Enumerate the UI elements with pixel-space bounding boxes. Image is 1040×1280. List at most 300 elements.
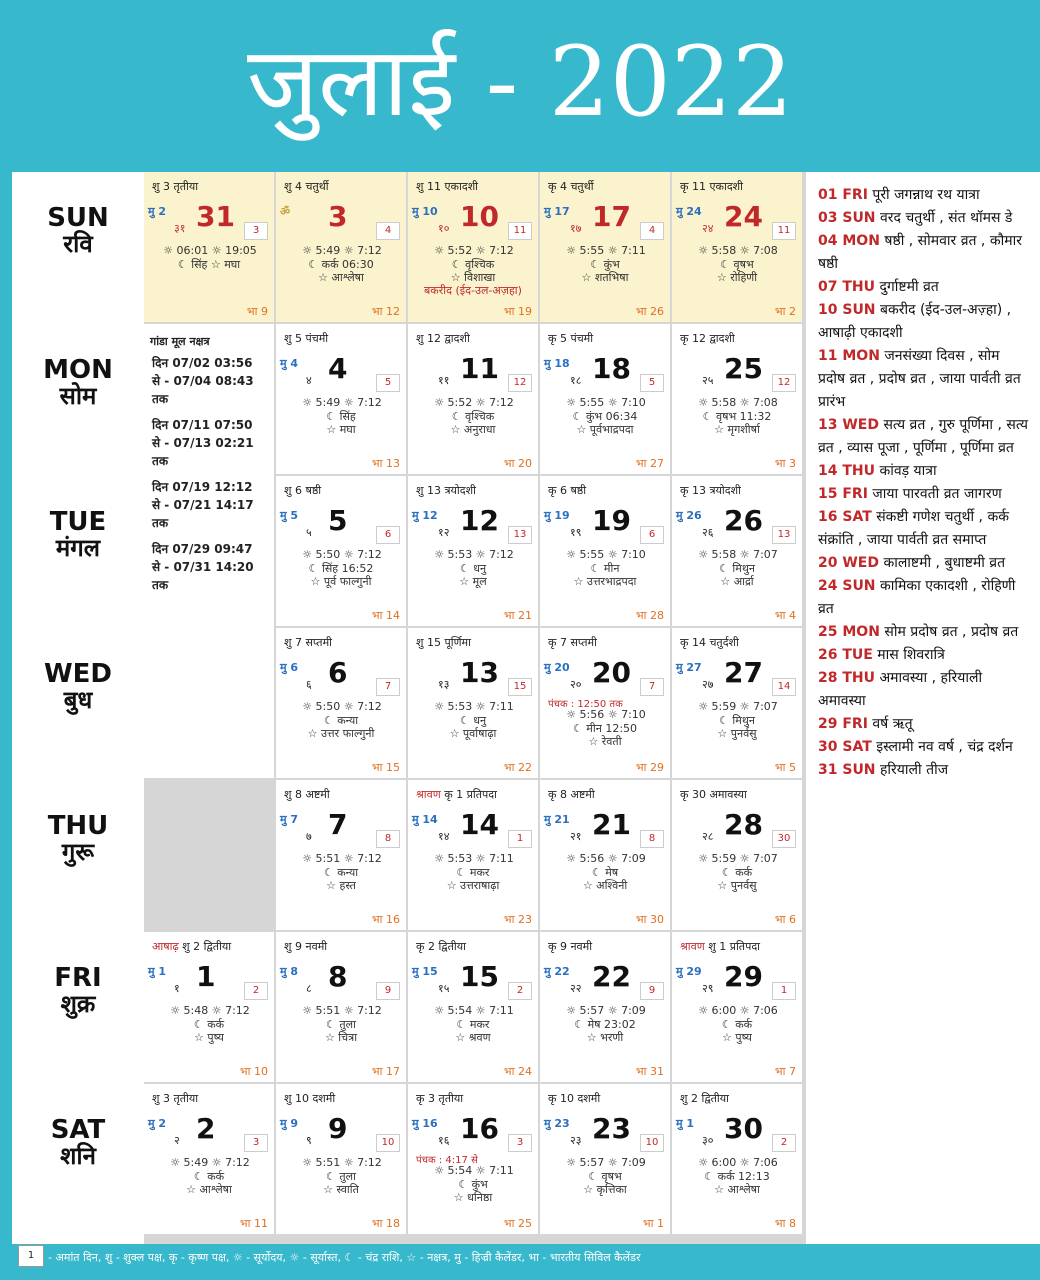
indian-civil-date: भा 18 (371, 1217, 400, 1230)
hindi-numeral-date: २७ (702, 678, 714, 691)
day-cell-14[interactable] (408, 780, 538, 930)
hindi-numeral-date: १४ (438, 830, 450, 843)
paksha-day-badge: 12 (508, 374, 532, 392)
date-number: 27 (724, 656, 763, 689)
day-cell-23[interactable] (540, 1084, 670, 1234)
day-cell-1[interactable] (144, 932, 274, 1082)
festival-item (818, 345, 1030, 414)
tithi-label (416, 787, 497, 802)
paksha-day-badge: 3 (508, 1134, 532, 1152)
nakshatra: ☆ पुनर्वसु (717, 879, 757, 892)
hindi-numeral-date: २६ (702, 526, 714, 539)
tithi-label (284, 179, 329, 194)
sunrise-sunset: ☼ 5:58 ☼ 7:08 (698, 396, 778, 409)
date-number: 9 (328, 1112, 348, 1145)
tithi-label (680, 483, 741, 498)
moon-sign: ☾ मेष (591, 866, 619, 879)
festival-item (818, 207, 1030, 230)
hijri-date: मु 2 (148, 1117, 167, 1130)
day-cell-10[interactable] (408, 172, 538, 322)
festival-text: जाया पारवती व्रत जागरण (872, 486, 1002, 502)
festival-date: 11 MON (818, 348, 880, 364)
festival-text: पूरी जगन्नाथ रथ यात्रा (872, 187, 980, 203)
hijri-date: मु 20 (544, 661, 570, 674)
nakshatra: ☆ भरणी (586, 1031, 624, 1044)
indian-civil-date: भा 29 (635, 761, 664, 774)
moon-sign: ☾ कर्क (193, 1170, 225, 1183)
hijri-date: मु 18 (544, 357, 570, 370)
sunrise-sunset: ☼ 06:01 ☼ 19:05 (163, 244, 257, 257)
festival-text: सत्य व्रत , गुरु पूर्णिमा , सत्य व्रत , व्यास पूजा , पूर्णिमा , पूर्णिमा व्रत (818, 417, 1029, 456)
nakshatra: ☆ पुनर्वसु (717, 727, 757, 740)
sunrise-sunset: ☼ 5:50 ☼ 7:12 (302, 700, 382, 713)
month-label: आषाढ़ (152, 940, 179, 953)
nakshatra: ☆ पूर्वभाद्रपदा (576, 423, 634, 436)
date-number: 11 (460, 352, 499, 385)
paksha-day-badge: 3 (244, 1134, 268, 1152)
ganda-mool-line: से - 07/13 02:21 (152, 436, 254, 450)
moon-sign: ☾ कुंभ 06:34 (572, 410, 638, 423)
sunrise-sunset: ☼ 5:57 ☼ 7:09 (566, 1004, 646, 1017)
nakshatra: ☆ विशाखा (450, 271, 496, 284)
tithi-label (284, 1091, 335, 1106)
tithi-text: शु 1 प्रतिपदा (708, 940, 761, 953)
nakshatra: ☆ पुष्य (194, 1031, 224, 1044)
date-number: 29 (724, 960, 763, 993)
festival-item (818, 575, 1030, 621)
page-title: जुलाई - 2022 (246, 26, 794, 138)
indian-civil-date: भा 14 (371, 609, 400, 622)
indian-civil-date: भा 8 (774, 1217, 796, 1230)
hindi-numeral-date: ४ (306, 374, 312, 387)
tithi-label (416, 939, 466, 954)
moon-sign: ☾ तुला (326, 1170, 356, 1183)
date-number: 26 (724, 504, 763, 537)
hindi-numeral-date: २ (174, 1134, 180, 1147)
indian-civil-date: भा 2 (774, 305, 796, 318)
indian-civil-date: भा 22 (503, 761, 532, 774)
tithi-text: शु 2 द्वितीया (182, 940, 232, 953)
om-icon: ॐ (280, 205, 291, 218)
sunrise-sunset: ☼ 5:55 ☼ 7:11 (566, 244, 646, 257)
moon-sign: ☾ कर्क (721, 1018, 753, 1031)
date-number: 8 (328, 960, 348, 993)
indian-civil-date: भा 10 (239, 1065, 268, 1078)
weekday-en: THU (47, 811, 109, 841)
tithi-label (680, 635, 739, 650)
festival-date: 13 WED (818, 417, 879, 433)
day-cell-13[interactable] (408, 628, 538, 778)
tithi-label (548, 179, 594, 194)
tithi-label (548, 331, 593, 346)
tithi-label (548, 787, 595, 802)
day-cell-5[interactable] (276, 476, 406, 626)
hindi-numeral-date: ६ (306, 678, 312, 691)
date-number: 22 (592, 960, 631, 993)
hindi-numeral-date: ८ (306, 982, 312, 995)
tithi-text: कृ 5 पंचमी (548, 332, 594, 345)
paksha-day-badge: 4 (640, 222, 664, 240)
hijri-date: मु 23 (544, 1117, 570, 1130)
festival-text: दुर्गाष्टमी व्रत (879, 279, 939, 295)
paksha-day-badge: 2 (508, 982, 532, 1000)
nakshatra: ☆ अनुराधा (450, 423, 496, 436)
tithi-label (680, 331, 735, 346)
festival-date: 30 SAT (818, 739, 872, 755)
moon-sign: ☾ तुला (326, 1018, 356, 1031)
date-number: 18 (592, 352, 631, 385)
day-cell-19[interactable] (540, 476, 670, 626)
tithi-text: शु 11 एकादशी (416, 180, 479, 193)
tithi-text: कृ 14 चतुर्दशी (680, 636, 739, 649)
date-number: 13 (460, 656, 499, 689)
moon-sign: ☾ मकर (456, 1018, 490, 1031)
hijri-date: मु 15 (412, 965, 438, 978)
day-cell-28[interactable] (672, 780, 802, 930)
paksha-day-badge: 9 (376, 982, 400, 1000)
festival-date: 14 THU (818, 463, 875, 479)
festival-text: कालाष्टमी , बुधाष्टमी व्रत (883, 555, 1006, 571)
moon-sign: ☾ धनु (459, 562, 487, 575)
sunrise-sunset: ☼ 5:53 ☼ 7:11 (434, 700, 514, 713)
hindi-numeral-date: ९ (306, 1134, 312, 1147)
festival-text: अमावस्या , हरियाली अमावस्या (818, 670, 983, 709)
ganda-mool-line: दिन 07/11 07:50 (152, 418, 253, 432)
day-cell-3[interactable] (276, 172, 406, 322)
day-cell-31[interactable] (144, 172, 274, 322)
date-number: 15 (460, 960, 499, 993)
indian-civil-date: भा 7 (774, 1065, 796, 1078)
day-cell-29[interactable] (672, 932, 802, 1082)
festival-date: 15 FRI (818, 486, 868, 502)
date-number: 12 (460, 504, 499, 537)
weekday-hi: शनि (60, 1142, 96, 1170)
day-cell-18[interactable] (540, 324, 670, 474)
indian-civil-date: भा 3 (774, 457, 796, 470)
weekday-hi: गुरू (61, 838, 95, 866)
weekday-hi: शुक्र (60, 990, 96, 1018)
weekday-en: WED (43, 659, 113, 689)
hijri-date: मु 26 (676, 509, 702, 522)
indian-civil-date: भा 13 (371, 457, 400, 470)
festival-date: 31 SUN (818, 762, 876, 778)
header-banner (0, 0, 1040, 170)
paksha-day-badge: 13 (772, 526, 796, 544)
hijri-date: मु 29 (676, 965, 702, 978)
festival-text: कांवड़ यात्रा (879, 463, 937, 479)
weekday-hi: बुध (63, 686, 93, 714)
paksha-day-badge: 3 (244, 222, 268, 240)
date-number: 10 (460, 200, 499, 233)
hindi-numeral-date: ७ (306, 830, 312, 843)
tithi-label (548, 483, 586, 498)
sunrise-sunset: ☼ 5:50 ☼ 7:12 (302, 548, 382, 561)
day-cell-16[interactable] (408, 1084, 538, 1234)
festival-date: 03 SUN (818, 210, 876, 226)
festival-item (818, 552, 1030, 575)
festival-text: वर्ष ऋतू (872, 716, 913, 732)
day-cell-30[interactable] (672, 1084, 802, 1234)
date-number: 17 (592, 200, 631, 233)
indian-civil-date: भा 9 (246, 305, 268, 318)
nakshatra: ☆ उत्तरभाद्रपदा (573, 575, 637, 588)
sunrise-sunset: ☼ 5:55 ☼ 7:10 (566, 396, 646, 409)
nakshatra: ☆ पूर्व फाल्गुनी (310, 575, 372, 588)
nakshatra: ☆ मघा (326, 423, 356, 436)
date-number: 6 (328, 656, 348, 689)
tithi-text: शु 4 चतुर्थी (284, 180, 329, 193)
nakshatra: ☆ पुष्य (722, 1031, 752, 1044)
day-cell-27[interactable] (672, 628, 802, 778)
tithi-label (284, 331, 328, 346)
hindi-numeral-date: १५ (438, 982, 450, 995)
moon-sign: ☾ मीन 12:50 (572, 722, 638, 735)
month-label: श्रावण (680, 940, 705, 953)
indian-civil-date: भा 15 (371, 761, 400, 774)
weekday-sat (12, 1084, 144, 1236)
hindi-numeral-date: १० (438, 222, 450, 235)
festival-item (818, 299, 1030, 345)
nakshatra: ☆ आर्द्रा (720, 575, 754, 588)
hindi-numeral-date: २१ (570, 830, 582, 843)
moon-sign: ☾ कर्क (721, 866, 753, 879)
festival-date: 28 THU (818, 670, 875, 686)
hindi-numeral-date: ११ (438, 374, 450, 387)
hindi-numeral-date: २८ (702, 830, 714, 843)
festival-text: सोम प्रदोष व्रत , प्रदोष व्रत (884, 624, 1019, 640)
moon-sign: ☾ कन्या (323, 714, 359, 727)
weekday-wed (12, 628, 144, 780)
nakshatra: ☆ हस्त (326, 879, 356, 892)
weekday-sun (12, 172, 144, 324)
sunrise-sunset: ☼ 5:58 ☼ 7:08 (698, 244, 778, 257)
date-number: 31 (196, 200, 235, 233)
moon-sign: ☾ कुंभ (590, 258, 620, 271)
sunrise-sunset: ☼ 5:58 ☼ 7:07 (698, 548, 778, 561)
hijri-date: मु 12 (412, 509, 438, 522)
festival-date: 16 SAT (818, 509, 872, 525)
weekday-fri (12, 932, 144, 1084)
nakshatra: ☆ शतभिषा (581, 271, 629, 284)
sunrise-sunset: ☼ 5:49 ☼ 7:12 (302, 244, 382, 257)
ganda-mool-line: से - 07/21 14:17 (152, 498, 254, 512)
sunrise-sunset: ☼ 5:55 ☼ 7:10 (566, 548, 646, 561)
day-cell-22[interactable] (540, 932, 670, 1082)
paksha-day-badge: 14 (772, 678, 796, 696)
ganda-mool-line: तक (152, 454, 169, 468)
day-cell-8[interactable] (276, 932, 406, 1082)
day-cell-15[interactable] (408, 932, 538, 1082)
date-number: 14 (460, 808, 499, 841)
festival-date: 10 SUN (818, 302, 876, 318)
weekday-en: SAT (50, 1115, 106, 1145)
moon-sign: ☾ कर्क 06:30 (308, 258, 374, 271)
tithi-label (680, 787, 747, 802)
tithi-text: कृ 9 नवमी (548, 940, 593, 953)
ganda-mool-entry (152, 416, 254, 470)
date-number: 20 (592, 656, 631, 689)
hindi-numeral-date: १६ (438, 1134, 450, 1147)
sunrise-sunset: ☼ 5:52 ☼ 7:12 (434, 244, 514, 257)
nakshatra: ☆ आश्लेषा (318, 271, 364, 284)
moon-sign: ☾ सिंह ☆ मघा (177, 258, 241, 271)
festival-date: 20 WED (818, 555, 879, 571)
moon-sign: ☾ कर्क 12:13 (704, 1170, 770, 1183)
indian-civil-date: भा 19 (503, 305, 532, 318)
hindi-numeral-date: १३ (438, 678, 450, 691)
indian-civil-date: भा 12 (371, 305, 400, 318)
tithi-label (284, 483, 321, 498)
moon-sign: ☾ वृश्चिक (451, 258, 495, 271)
day-cell-12[interactable] (408, 476, 538, 626)
day-cell-26[interactable] (672, 476, 802, 626)
weekday-en: TUE (49, 507, 107, 537)
weekday-hi: रवि (63, 230, 93, 258)
nakshatra: ☆ उत्तर फाल्गुनी (307, 727, 375, 740)
tithi-text: शु 2 द्वितीया (680, 1092, 729, 1105)
indian-civil-date: भा 26 (635, 305, 664, 318)
moon-sign: ☾ कन्या (323, 866, 359, 879)
hijri-date: मु 19 (544, 509, 570, 522)
paksha-day-badge: 10 (640, 1134, 664, 1152)
moon-sign: ☾ कुंभ (458, 1178, 488, 1191)
tithi-label (548, 1091, 600, 1106)
indian-civil-date: भा 24 (503, 1065, 532, 1078)
tithi-label (152, 1091, 198, 1106)
indian-civil-date: भा 16 (371, 913, 400, 926)
day-cell-20[interactable] (540, 628, 670, 778)
nakshatra: ☆ अश्विनी (582, 879, 628, 892)
festival-date: 07 THU (818, 279, 875, 295)
sunrise-sunset: ☼ 5:57 ☼ 7:09 (566, 1156, 646, 1169)
festival-date: 26 TUE (818, 647, 873, 663)
festival-item (818, 667, 1030, 713)
day-cell-4[interactable] (276, 324, 406, 474)
sunrise-sunset: ☼ 5:48 ☼ 7:12 (170, 1004, 250, 1017)
date-number: 16 (460, 1112, 499, 1145)
tithi-text: शु 13 त्रयोदशी (416, 484, 476, 497)
weekday-hi: सोम (59, 382, 97, 410)
tithi-text: कृ 4 चतुर्थी (548, 180, 594, 193)
sunrise-sunset: ☼ 5:51 ☼ 7:12 (302, 1004, 382, 1017)
moon-sign: ☾ वृषभ (588, 1170, 622, 1183)
ganda-mool-line: तक (152, 578, 169, 592)
nakshatra: ☆ धनिष्ठा (453, 1191, 493, 1204)
hindi-numeral-date: १९ (570, 526, 582, 539)
tithi-label (416, 1091, 463, 1106)
date-number: 5 (328, 504, 348, 537)
nakshatra: ☆ चित्रा (324, 1031, 358, 1044)
indian-civil-date: भा 5 (774, 761, 796, 774)
day-cell-25[interactable] (672, 324, 802, 474)
ganda-mool-line: तक (152, 392, 169, 406)
hindi-numeral-date: १७ (570, 222, 582, 235)
festival-item (818, 184, 1030, 207)
day-cell-11[interactable] (408, 324, 538, 474)
tithi-text: शु 9 नवमी (284, 940, 328, 953)
moon-sign: ☾ मिथुन (719, 714, 755, 727)
sunrise-sunset: ☼ 6:00 ☼ 7:06 (698, 1156, 778, 1169)
day-cell-21[interactable] (540, 780, 670, 930)
tithi-label (284, 787, 330, 802)
nakshatra: ☆ मृगशीर्षा (714, 423, 760, 436)
tithi-text: कृ 13 त्रयोदशी (680, 484, 741, 497)
paksha-day-badge: 9 (640, 982, 664, 1000)
indian-civil-date: भा 31 (635, 1065, 664, 1078)
festival-date: 24 SUN (818, 578, 876, 594)
tithi-text: कृ 7 सप्तमी (548, 636, 597, 649)
nakshatra: ☆ रोहिणी (716, 271, 758, 284)
festival-text: हरियाली तीज (879, 762, 949, 778)
festival-text: बकरीद (ईद-उल-अज़्हा) , आषाढ़ी एकादशी (818, 302, 1012, 341)
hijri-date: मु 1 (676, 1117, 695, 1130)
weekday-tue (12, 476, 144, 628)
paksha-day-badge: 2 (772, 1134, 796, 1152)
ganda-mool-line: से - 07/04 08:43 (152, 374, 254, 388)
sunrise-sunset: ☼ 5:53 ☼ 7:12 (434, 548, 514, 561)
hindi-numeral-date: २४ (702, 222, 714, 235)
tithi-text: कृ 2 द्वितीया (416, 940, 466, 953)
tithi-label (416, 331, 470, 346)
tithi-text: शु 3 तृतीया (152, 1092, 199, 1105)
day-cell-6[interactable] (276, 628, 406, 778)
day-cell-2[interactable] (144, 1084, 274, 1234)
paksha-day-badge: 11 (508, 222, 532, 240)
nakshatra: ☆ श्रवण (455, 1031, 491, 1044)
day-cell-17[interactable] (540, 172, 670, 322)
hijri-date: मु 22 (544, 965, 570, 978)
day-cell-7[interactable] (276, 780, 406, 930)
festival-text: षष्ठी , सोमवार व्रत , कौमार षष्ठी (818, 233, 1022, 272)
day-cell-24[interactable] (672, 172, 802, 322)
hindi-numeral-date: १ (174, 982, 180, 995)
hindi-numeral-date: २३ (570, 1134, 582, 1147)
hijri-date: मु 2 (148, 205, 167, 218)
paksha-day-badge: 5 (376, 374, 400, 392)
festival-item (818, 736, 1030, 759)
hijri-date: मु 1 (148, 965, 167, 978)
date-number: 23 (592, 1112, 631, 1145)
paksha-day-badge: 11 (772, 222, 796, 240)
nakshatra: ☆ आश्लेषा (714, 1183, 760, 1196)
sunrise-sunset: ☼ 5:54 ☼ 7:11 (434, 1164, 514, 1177)
festival-list (818, 184, 1030, 782)
tithi-text: शु 5 पंचमी (284, 332, 329, 345)
festival-text: मास शिवरात्रि (877, 647, 945, 663)
ganda-mool-line: से - 07/31 14:20 (152, 560, 254, 574)
paksha-day-badge: 10 (376, 1134, 400, 1152)
day-cell-9[interactable] (276, 1084, 406, 1234)
hindi-numeral-date: १८ (570, 374, 582, 387)
hijri-date: मु 14 (412, 813, 438, 826)
weekday-en: FRI (54, 963, 102, 993)
tithi-text: शु 12 द्वादशी (416, 332, 470, 345)
nakshatra: ☆ आश्लेषा (186, 1183, 232, 1196)
sunrise-sunset: ☼ 5:51 ☼ 7:12 (302, 1156, 382, 1169)
nakshatra: ☆ कृत्तिका (583, 1183, 627, 1196)
hijri-date: मु 6 (280, 661, 299, 674)
ganda-mool-line: दिन 07/02 03:56 (152, 356, 253, 370)
sunrise-sunset: ☼ 5:59 ☼ 7:07 (698, 852, 778, 865)
festival-note: बकरीद (ईद-उल-अज़हा) (424, 284, 522, 297)
tithi-label (152, 939, 231, 954)
tithi-label (416, 179, 478, 194)
hindi-numeral-date: २२ (570, 982, 582, 995)
ganda-mool-entry (152, 354, 254, 408)
hindi-numeral-date: २५ (702, 374, 714, 387)
tithi-label (548, 939, 592, 954)
ganda-mool-line: दिन 07/19 12:12 (152, 480, 253, 494)
